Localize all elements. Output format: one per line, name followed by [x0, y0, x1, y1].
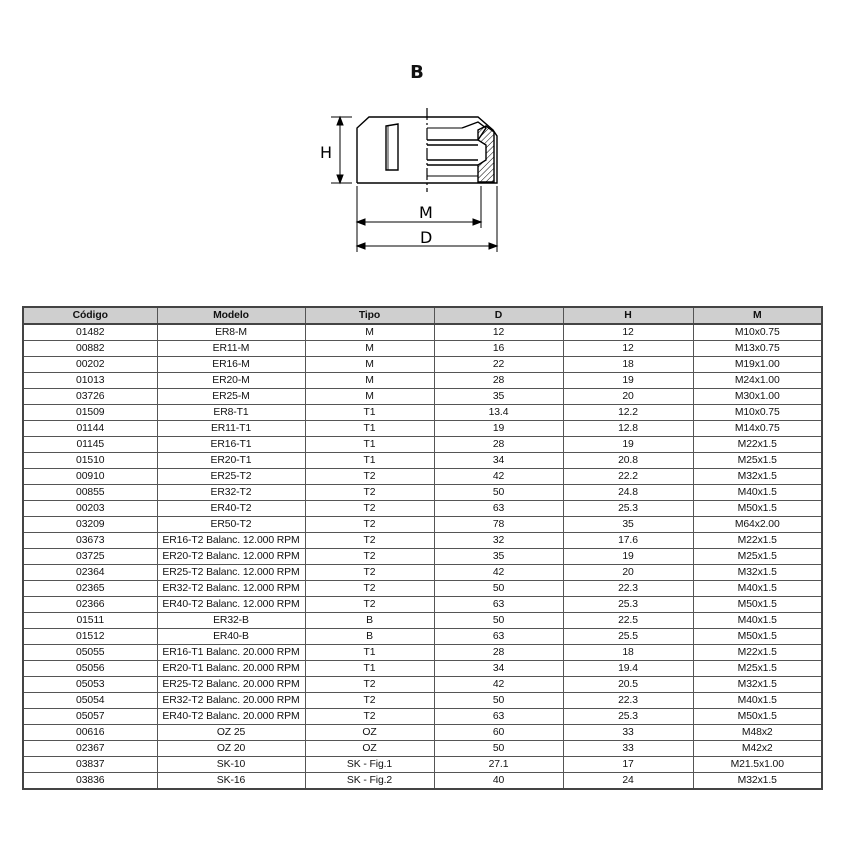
- codigo-cell: 00202: [23, 357, 157, 373]
- h-cell: 19: [563, 437, 693, 453]
- m-cell: M13x0.75: [693, 341, 822, 357]
- h-cell: 19: [563, 373, 693, 389]
- tipo-cell: M: [305, 357, 434, 373]
- dimension-label-h: H: [320, 143, 333, 162]
- h-cell: 18: [563, 645, 693, 661]
- table-row: [23, 549, 822, 565]
- d-cell: 35: [434, 549, 563, 565]
- table-row: [23, 533, 822, 549]
- h-cell: 18: [563, 357, 693, 373]
- modelo-cell: ER32-T2 Balanc. 12.000 RPM: [157, 581, 305, 597]
- codigo-cell: 05057: [23, 709, 157, 725]
- modelo-cell: ER16-T2 Balanc. 12.000 RPM: [157, 533, 305, 549]
- d-cell: 28: [434, 437, 563, 453]
- d-cell: 22: [434, 357, 563, 373]
- m-cell: M40x1.5: [693, 485, 822, 501]
- h-cell: 33: [563, 725, 693, 741]
- m-cell: M30x1.00: [693, 389, 822, 405]
- modelo-cell: ER40-T2: [157, 501, 305, 517]
- codigo-cell: 00855: [23, 485, 157, 501]
- d-cell: 27.1: [434, 757, 563, 773]
- h-cell: 17: [563, 757, 693, 773]
- d-cell: 63: [434, 709, 563, 725]
- nut-cross-section-drawing: [300, 100, 520, 260]
- h-cell: 33: [563, 741, 693, 757]
- table-row: [23, 693, 822, 709]
- d-cell: 63: [434, 597, 563, 613]
- tipo-cell: SK - Fig.1: [305, 757, 434, 773]
- d-cell: 50: [434, 693, 563, 709]
- tipo-cell: T2: [305, 709, 434, 725]
- d-cell: 63: [434, 501, 563, 517]
- m-cell: M50x1.5: [693, 629, 822, 645]
- modelo-cell: ER8-T1: [157, 405, 305, 421]
- codigo-cell: 01511: [23, 613, 157, 629]
- tipo-cell: T2: [305, 565, 434, 581]
- d-cell: 35: [434, 389, 563, 405]
- m-cell: M10x0.75: [693, 324, 822, 341]
- table-row: [23, 469, 822, 485]
- codigo-cell: 02364: [23, 565, 157, 581]
- d-cell: 28: [434, 373, 563, 389]
- table-row: [23, 437, 822, 453]
- table-row: [23, 324, 822, 341]
- codigo-cell: 00203: [23, 501, 157, 517]
- table-row: [23, 517, 822, 533]
- codigo-cell: 05056: [23, 661, 157, 677]
- h-cell: 25.3: [563, 709, 693, 725]
- modelo-cell: SK-10: [157, 757, 305, 773]
- d-cell: 40: [434, 773, 563, 790]
- m-cell: M22x1.5: [693, 533, 822, 549]
- h-cell: 22.3: [563, 581, 693, 597]
- h-cell: 12.8: [563, 421, 693, 437]
- table-row: [23, 581, 822, 597]
- codigo-cell: 01512: [23, 629, 157, 645]
- m-cell: M24x1.00: [693, 373, 822, 389]
- dimension-label-m: M: [419, 203, 433, 222]
- tipo-cell: T1: [305, 453, 434, 469]
- m-cell: M22x1.5: [693, 437, 822, 453]
- tipo-cell: B: [305, 629, 434, 645]
- m-cell: M40x1.5: [693, 613, 822, 629]
- codigo-cell: 02365: [23, 581, 157, 597]
- table-header-row: [23, 307, 822, 324]
- h-cell: 24: [563, 773, 693, 790]
- tipo-cell: T2: [305, 677, 434, 693]
- codigo-cell: 03836: [23, 773, 157, 790]
- modelo-cell: ER40-T2 Balanc. 20.000 RPM: [157, 709, 305, 725]
- modelo-cell: ER8-M: [157, 324, 305, 341]
- table-row: [23, 677, 822, 693]
- m-cell: M32x1.5: [693, 565, 822, 581]
- m-cell: M25x1.5: [693, 549, 822, 565]
- tipo-cell: T2: [305, 517, 434, 533]
- tipo-cell: M: [305, 373, 434, 389]
- d-cell: 63: [434, 629, 563, 645]
- modelo-cell: ER25-M: [157, 389, 305, 405]
- codigo-cell: 01145: [23, 437, 157, 453]
- d-cell: 78: [434, 517, 563, 533]
- h-cell: 12: [563, 324, 693, 341]
- tipo-cell: T2: [305, 469, 434, 485]
- modelo-cell: SK-16: [157, 773, 305, 790]
- h-cell: 22.5: [563, 613, 693, 629]
- d-cell: 42: [434, 677, 563, 693]
- m-cell: M32x1.5: [693, 773, 822, 790]
- d-cell: 34: [434, 661, 563, 677]
- tipo-cell: T1: [305, 421, 434, 437]
- d-cell: 50: [434, 741, 563, 757]
- d-cell: 42: [434, 469, 563, 485]
- codigo-cell: 00910: [23, 469, 157, 485]
- m-cell: M25x1.5: [693, 661, 822, 677]
- modelo-cell: ER16-M: [157, 357, 305, 373]
- tipo-cell: T1: [305, 437, 434, 453]
- tipo-cell: T1: [305, 405, 434, 421]
- codigo-cell: 00616: [23, 725, 157, 741]
- d-cell: 12: [434, 324, 563, 341]
- modelo-cell: ER20-T1: [157, 453, 305, 469]
- modelo-cell: ER20-T2 Balanc. 12.000 RPM: [157, 549, 305, 565]
- m-cell: M22x1.5: [693, 645, 822, 661]
- codigo-cell: 05053: [23, 677, 157, 693]
- d-cell: 19: [434, 421, 563, 437]
- h-cell: 12.2: [563, 405, 693, 421]
- table-row: [23, 485, 822, 501]
- tipo-cell: T2: [305, 549, 434, 565]
- modelo-cell: ER25-T2 Balanc. 20.000 RPM: [157, 677, 305, 693]
- column-header-h: H: [563, 307, 693, 324]
- table-row: [23, 597, 822, 613]
- column-header-m: M: [693, 307, 822, 324]
- modelo-cell: ER16-T1 Balanc. 20.000 RPM: [157, 645, 305, 661]
- modelo-cell: OZ 25: [157, 725, 305, 741]
- modelo-cell: ER20-M: [157, 373, 305, 389]
- h-cell: 20.8: [563, 453, 693, 469]
- modelo-cell: ER40-T2 Balanc. 12.000 RPM: [157, 597, 305, 613]
- tipo-cell: T2: [305, 501, 434, 517]
- tipo-cell: T2: [305, 693, 434, 709]
- column-header-codigo: Código: [23, 307, 157, 324]
- codigo-cell: 05055: [23, 645, 157, 661]
- m-cell: M50x1.5: [693, 597, 822, 613]
- d-cell: 16: [434, 341, 563, 357]
- table-row: [23, 709, 822, 725]
- tipo-cell: T2: [305, 581, 434, 597]
- table-row: [23, 773, 822, 790]
- tipo-cell: SK - Fig.2: [305, 773, 434, 790]
- tipo-cell: T2: [305, 485, 434, 501]
- table-row: [23, 421, 822, 437]
- m-cell: M25x1.5: [693, 453, 822, 469]
- tipo-cell: M: [305, 389, 434, 405]
- m-cell: M10x0.75: [693, 405, 822, 421]
- d-cell: 50: [434, 485, 563, 501]
- d-cell: 60: [434, 725, 563, 741]
- table-row: [23, 501, 822, 517]
- h-cell: 19: [563, 549, 693, 565]
- modelo-cell: ER25-T2 Balanc. 12.000 RPM: [157, 565, 305, 581]
- table-row: [23, 645, 822, 661]
- h-cell: 25.5: [563, 629, 693, 645]
- m-cell: M21.5x1.00: [693, 757, 822, 773]
- codigo-cell: 01509: [23, 405, 157, 421]
- table-row: [23, 405, 822, 421]
- tipo-cell: T1: [305, 661, 434, 677]
- modelo-cell: OZ 20: [157, 741, 305, 757]
- tipo-cell: M: [305, 324, 434, 341]
- codigo-cell: 03837: [23, 757, 157, 773]
- h-cell: 20: [563, 565, 693, 581]
- modelo-cell: ER16-T1: [157, 437, 305, 453]
- modelo-cell: ER32-T2: [157, 485, 305, 501]
- d-cell: 28: [434, 645, 563, 661]
- h-cell: 19.4: [563, 661, 693, 677]
- tipo-cell: T1: [305, 645, 434, 661]
- table-row: [23, 613, 822, 629]
- d-cell: 32: [434, 533, 563, 549]
- h-cell: 17.6: [563, 533, 693, 549]
- table-body: [23, 324, 822, 789]
- tipo-cell: B: [305, 613, 434, 629]
- modelo-cell: ER11-T1: [157, 421, 305, 437]
- codigo-cell: 05054: [23, 693, 157, 709]
- m-cell: M64x2.00: [693, 517, 822, 533]
- specification-table: [22, 306, 823, 790]
- column-header-d: D: [434, 307, 563, 324]
- modelo-cell: ER25-T2: [157, 469, 305, 485]
- table-row: [23, 341, 822, 357]
- m-cell: M42x2: [693, 741, 822, 757]
- h-cell: 12: [563, 341, 693, 357]
- h-cell: 22.3: [563, 693, 693, 709]
- m-cell: M32x1.5: [693, 469, 822, 485]
- modelo-cell: ER32-B: [157, 613, 305, 629]
- tipo-cell: OZ: [305, 725, 434, 741]
- tipo-cell: M: [305, 341, 434, 357]
- codigo-cell: 03673: [23, 533, 157, 549]
- d-cell: 42: [434, 565, 563, 581]
- codigo-cell: 03726: [23, 389, 157, 405]
- m-cell: M32x1.5: [693, 677, 822, 693]
- d-cell: 13.4: [434, 405, 563, 421]
- h-cell: 25.3: [563, 501, 693, 517]
- table-row: [23, 389, 822, 405]
- h-cell: 20.5: [563, 677, 693, 693]
- h-cell: 25.3: [563, 597, 693, 613]
- h-cell: 24.8: [563, 485, 693, 501]
- tipo-cell: T2: [305, 533, 434, 549]
- table-row: [23, 757, 822, 773]
- table-row: [23, 629, 822, 645]
- modelo-cell: ER50-T2: [157, 517, 305, 533]
- figure-title: B: [410, 62, 424, 83]
- codigo-cell: 03209: [23, 517, 157, 533]
- codigo-cell: 01144: [23, 421, 157, 437]
- m-cell: M50x1.5: [693, 709, 822, 725]
- column-header-modelo: Modelo: [157, 307, 305, 324]
- dimension-label-d: D: [420, 228, 433, 247]
- m-cell: M14x0.75: [693, 421, 822, 437]
- m-cell: M40x1.5: [693, 581, 822, 597]
- modelo-cell: ER20-T1 Balanc. 20.000 RPM: [157, 661, 305, 677]
- modelo-cell: ER40-B: [157, 629, 305, 645]
- m-cell: M19x1.00: [693, 357, 822, 373]
- table-row: [23, 661, 822, 677]
- table-row: [23, 357, 822, 373]
- tipo-cell: T2: [305, 597, 434, 613]
- modelo-cell: ER11-M: [157, 341, 305, 357]
- d-cell: 50: [434, 613, 563, 629]
- h-cell: 35: [563, 517, 693, 533]
- table-row: [23, 725, 822, 741]
- m-cell: M40x1.5: [693, 693, 822, 709]
- modelo-cell: ER32-T2 Balanc. 20.000 RPM: [157, 693, 305, 709]
- h-cell: 22.2: [563, 469, 693, 485]
- codigo-cell: 02366: [23, 597, 157, 613]
- codigo-cell: 00882: [23, 341, 157, 357]
- column-header-tipo: Tipo: [305, 307, 434, 324]
- table-row: [23, 453, 822, 469]
- table-row: [23, 741, 822, 757]
- m-cell: M50x1.5: [693, 501, 822, 517]
- codigo-cell: 01510: [23, 453, 157, 469]
- d-cell: 34: [434, 453, 563, 469]
- h-cell: 20: [563, 389, 693, 405]
- codigo-cell: 01013: [23, 373, 157, 389]
- table-row: [23, 373, 822, 389]
- tipo-cell: OZ: [305, 741, 434, 757]
- m-cell: M48x2: [693, 725, 822, 741]
- table-row: [23, 565, 822, 581]
- codigo-cell: 02367: [23, 741, 157, 757]
- codigo-cell: 03725: [23, 549, 157, 565]
- d-cell: 50: [434, 581, 563, 597]
- codigo-cell: 01482: [23, 324, 157, 341]
